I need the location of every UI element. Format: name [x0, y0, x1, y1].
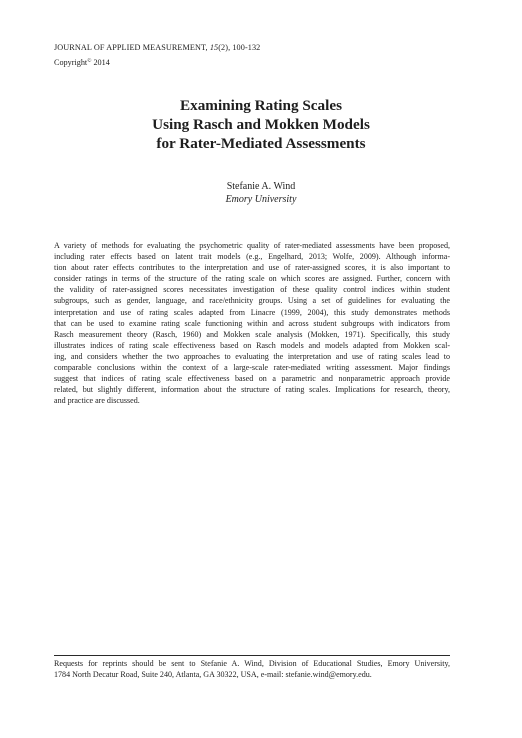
abstract [54, 240, 450, 406]
journal-issue-pages: (2), 100-132 [218, 43, 261, 52]
title-line-1: Examining Rating Scales [179, 97, 343, 114]
abstract-line: interpretation and use of rating scales adapted from Linacre (1999, 2004), this study demonstrates methods [54, 307, 450, 317]
journal-citation [54, 42, 260, 53]
abstract-line: Rasch measurement theory (Rasch, 1960) and Mokken scale analysis (Mokken, 1971). Specifically, this study [54, 329, 450, 339]
abstract-line: comparable conclusions within the context of a large-scale rater-mediated writing assessment. Major findings [54, 363, 450, 373]
abstract-line: ing, and considers whether the two approaches to evaluating the interpretation and use of rating scales lead to [54, 351, 450, 361]
title-line-2: Using Rasch and Mokken Models [152, 116, 370, 133]
reprint-footnote [54, 658, 450, 680]
author-affiliation: Emory University [225, 194, 297, 205]
abstract-line: that can be used to examine rating scale functioning within and across student subgroups with indicators from [54, 318, 450, 328]
footnote-line: Requests for reprints should be sent to Stefanie A. Wind, Division of Educational Studies, Emory University, [54, 659, 450, 668]
abstract-line: the validity of rater-assigned scores necessitates investigation of these quality control indices within student [54, 285, 450, 295]
copyright-year: 2014 [91, 58, 110, 67]
footnote-divider [54, 655, 450, 656]
abstract-line: and practice are discussed. [54, 396, 140, 406]
title-line-3: for Rater-Mediated Assessments [156, 135, 366, 152]
abstract-line: A variety of methods for evaluating the psychometric quality of rater-mediated assessments have been proposed, [54, 241, 450, 250]
abstract-line: illustrates indices of rating scale effectiveness based on Rasch models and models adapted from Mokken scal- [54, 340, 450, 350]
abstract-line: tion about rater effects contributes to the interpretation and use of rater-assigned scores, it is also important to [54, 263, 450, 273]
abstract-line: related, but slightly different, information about the structure of rating scales. Implications for research, theory, [54, 385, 450, 395]
journal-volume: 15 [209, 43, 219, 52]
abstract-line: consider ratings in terms of the structure of the rating scale on which scores are assigned. Further, concern with [54, 274, 450, 284]
copyright-symbol: © [87, 58, 92, 64]
abstract-line: subgroups, such as gender, language, and race/ethnicity groups. Using a set of guidelines for evaluating the [54, 296, 450, 306]
paper-title [0, 96, 522, 153]
journal-name: JOURNAL OF APPLIED MEASUREMENT, [54, 43, 210, 52]
copyright-word: Copyright [54, 58, 88, 67]
copyright-notice [54, 56, 110, 68]
abstract-line: including rater effects based on latent trait models (e.g., Engelhard, 2013; Wolfe, 2009). Although informa- [54, 252, 450, 262]
footnote-line: 1784 North Decatur Road, Suite 240, Atlanta, GA 30322, USA, e-mail: stefanie.wind@emory.edu. [54, 670, 372, 680]
author-name: Stefanie A. Wind [226, 181, 296, 192]
abstract-line: suggest that indices of rating scale effectiveness based on a parametric and nonparametric approach provide [54, 374, 450, 384]
